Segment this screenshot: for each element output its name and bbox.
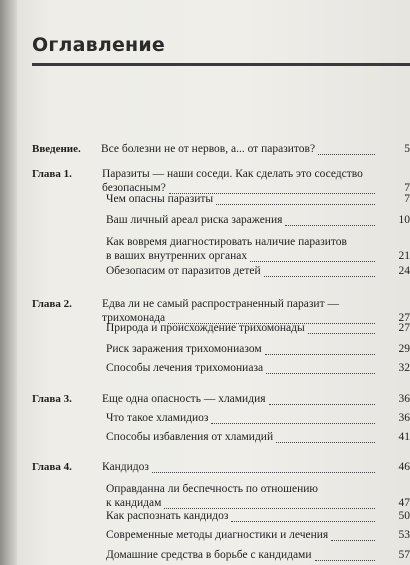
chapter-label: Глава 1. bbox=[32, 168, 72, 180]
page-number: 46 bbox=[398, 461, 410, 473]
dot-leader bbox=[168, 323, 375, 324]
section-title-line: Что такое хламидиоз bbox=[106, 412, 209, 424]
dot-leader bbox=[269, 404, 375, 405]
section-title-line: Способы избавления от хламидий bbox=[106, 431, 274, 443]
chapter-title-line: безопасным? bbox=[102, 182, 166, 194]
section-title-line: Способы лечения трихомониаза bbox=[106, 362, 264, 374]
dot-leader bbox=[216, 204, 375, 205]
section-title-line: Как вовремя диагностировать наличие паразитов bbox=[106, 236, 347, 248]
dot-leader bbox=[266, 373, 375, 374]
dot-leader bbox=[169, 193, 375, 194]
page-number: 29 bbox=[398, 343, 410, 355]
chapter-label: Глава 2. bbox=[32, 298, 72, 310]
section-title-line: Домашние средства в борьбе с кандидами bbox=[106, 549, 312, 561]
section-title-line: Как распознать кандидоз bbox=[106, 510, 229, 522]
section-title-line: Ваш личный ареал риска заражения bbox=[106, 214, 283, 226]
page-number: 27 bbox=[398, 312, 410, 324]
page-title: Оглавление bbox=[32, 34, 165, 56]
page-number: 41 bbox=[398, 431, 410, 443]
dot-leader bbox=[318, 154, 375, 155]
page-number: 5 bbox=[404, 143, 410, 155]
section-title-line: Современные методы диагностики и лечения bbox=[106, 529, 329, 541]
dot-leader bbox=[276, 442, 375, 443]
page-number: 32 bbox=[398, 362, 410, 374]
page-number: 27 bbox=[398, 322, 410, 334]
page-number: 7 bbox=[404, 193, 410, 205]
section-title-line: Природа и происхождение трихомонады bbox=[106, 322, 305, 334]
title-rule bbox=[32, 63, 410, 66]
dot-leader bbox=[250, 261, 375, 262]
chapter-label: Глава 4. bbox=[32, 461, 72, 473]
page-number: 21 bbox=[398, 250, 410, 262]
page-number: 10 bbox=[398, 214, 410, 226]
section-title-line: Обезопасим от паразитов детей bbox=[106, 265, 261, 277]
chapter-title-line: Паразиты — наши соседи. Как сделать это соседство bbox=[102, 168, 363, 180]
page-number: 57 bbox=[398, 549, 410, 561]
page-number: 47 bbox=[398, 497, 410, 509]
chapter-title-line: Еще одна опасность — хламидия bbox=[102, 393, 266, 405]
dot-leader bbox=[211, 423, 375, 424]
section-title-line: к кандидам bbox=[106, 497, 162, 509]
intro-label: Введение. bbox=[32, 143, 81, 155]
page-number: 53 bbox=[398, 529, 410, 541]
chapter-title-line: Все болезни не от нервов, а... от паразитов? bbox=[101, 143, 316, 155]
chapter-label: Глава 3. bbox=[32, 393, 72, 405]
dot-leader bbox=[164, 508, 375, 509]
dot-leader bbox=[315, 560, 376, 561]
chapter-title-line: Кандидоз bbox=[102, 461, 149, 473]
dot-leader bbox=[264, 276, 375, 277]
dot-leader bbox=[308, 333, 375, 334]
dot-leader bbox=[265, 354, 375, 355]
section-title-line: Риск заражения трихомониазом bbox=[106, 343, 262, 355]
dot-leader bbox=[331, 540, 375, 541]
dot-leader bbox=[285, 225, 375, 226]
dot-leader bbox=[231, 521, 375, 522]
dot-leader bbox=[152, 472, 375, 473]
chapter-title-line: трихомонада bbox=[102, 312, 166, 324]
page-number: 24 bbox=[398, 265, 410, 277]
book-spine-shadow bbox=[0, 0, 17, 565]
page-number: 50 bbox=[398, 510, 410, 522]
page-number: 36 bbox=[398, 393, 410, 405]
section-title-line: Чем опасны паразиты bbox=[106, 193, 214, 205]
section-title-line: Оправданна ли беспечность по отношению bbox=[106, 483, 319, 495]
section-title-line: в ваших внутренних органах bbox=[106, 250, 248, 262]
page-number: 36 bbox=[398, 412, 410, 424]
chapter-title-line: Едва ли не самый распространенный паразит — bbox=[102, 298, 339, 310]
page-number: 7 bbox=[404, 182, 410, 194]
